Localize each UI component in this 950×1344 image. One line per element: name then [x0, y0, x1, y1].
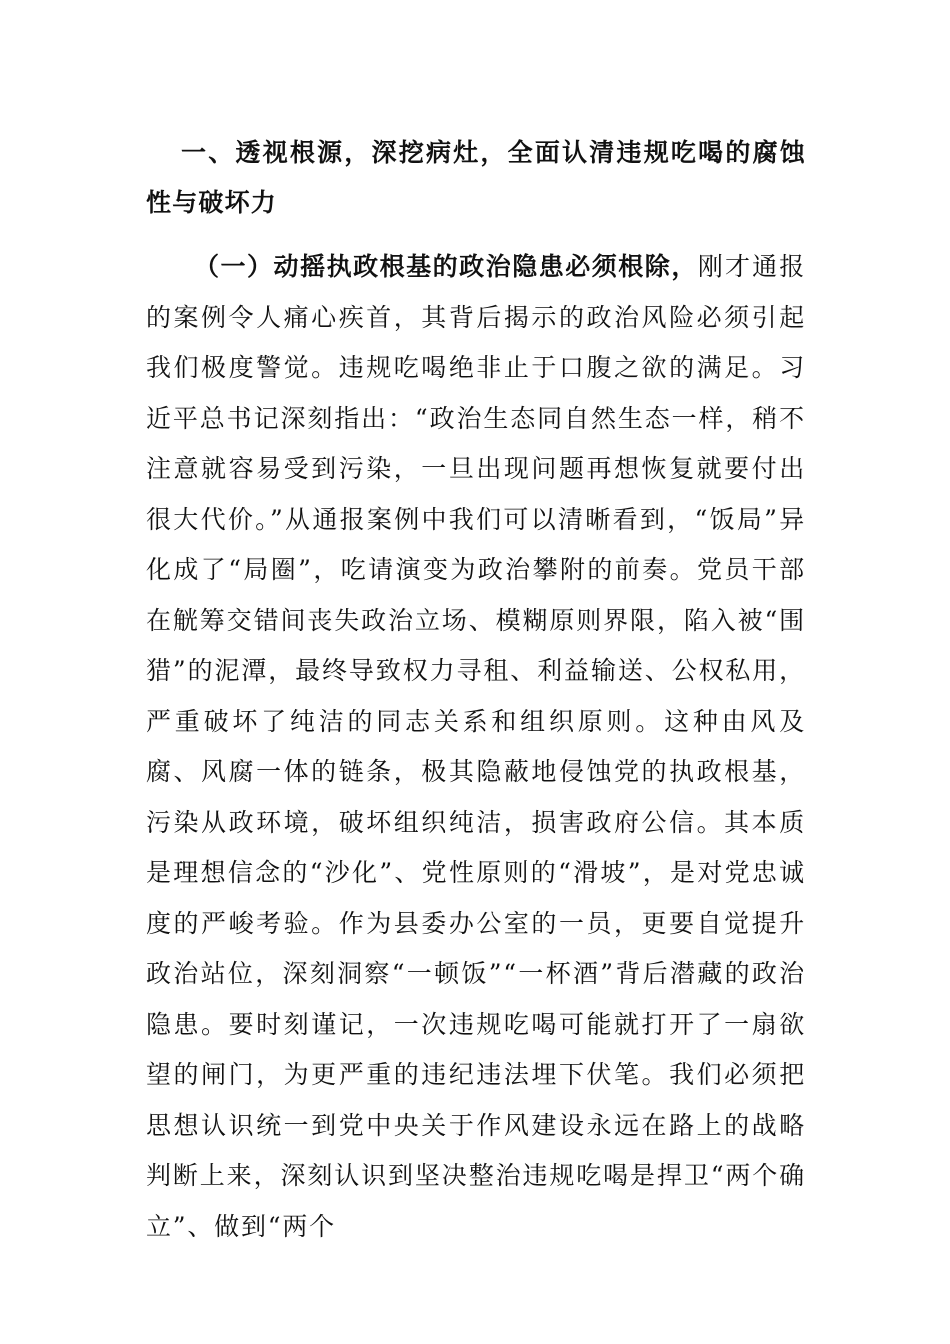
- subsection-lead: （一）动摇执政根基的政治隐患必须根除，: [194, 252, 698, 281]
- section-heading: 一、透视根源，深挖病灶，全面认清违规吃喝的腐蚀性与破坏力: [146, 138, 806, 217]
- document-body: [146, 128, 806, 1252]
- paragraph-text: 刚才通报的案例令人痛心疾首，其背后揭示的政治风险必须引起我们极度警觉。违规吃喝绝非止于口腹之欲的满足。习近平总书记深刻指出：“政治生态同自然生态一样，稍不注意就容易受到污染，一旦出现问题再想恢复就要付出很大代价。”从通报案例中我们可以清晰看到，“饭局”异化成了“局圈”，吃请演变为政治攀附的前奏。党员干部在觥筹交错间丧失政治立场、模糊原则界限，陷入被“围猎”的泥潭，最终导致权力寻租、利益输送、公权私用，严重破坏了纯洁的同志关系和组织原则。这种由风及腐、风腐一体的链条，极其隐蔽地侵蚀党的执政根基，污染从政环境，破坏组织纯洁，损害政府公信。其本质是理想信念的“沙化”、党性原则的“滑坡”，是对党忠诚度的严峻考验。作为县委办公室的一员，更要自觉提升政治站位，深刻洞察“一顿饭”“一杯酒”背后潜藏的政治隐患。要时刻谨记，一次违规吃喝可能就打开了一扇欲望的闸门，为更严重的违纪违法埋下伏笔。我们必须把思想认识统一到党中央关于作风建设永远在路上的战略判断上来，深刻认识到坚决整治违规吃喝是捍卫“两个确立”、做到“两个: [146, 252, 806, 1241]
- body-paragraph: [146, 242, 806, 1252]
